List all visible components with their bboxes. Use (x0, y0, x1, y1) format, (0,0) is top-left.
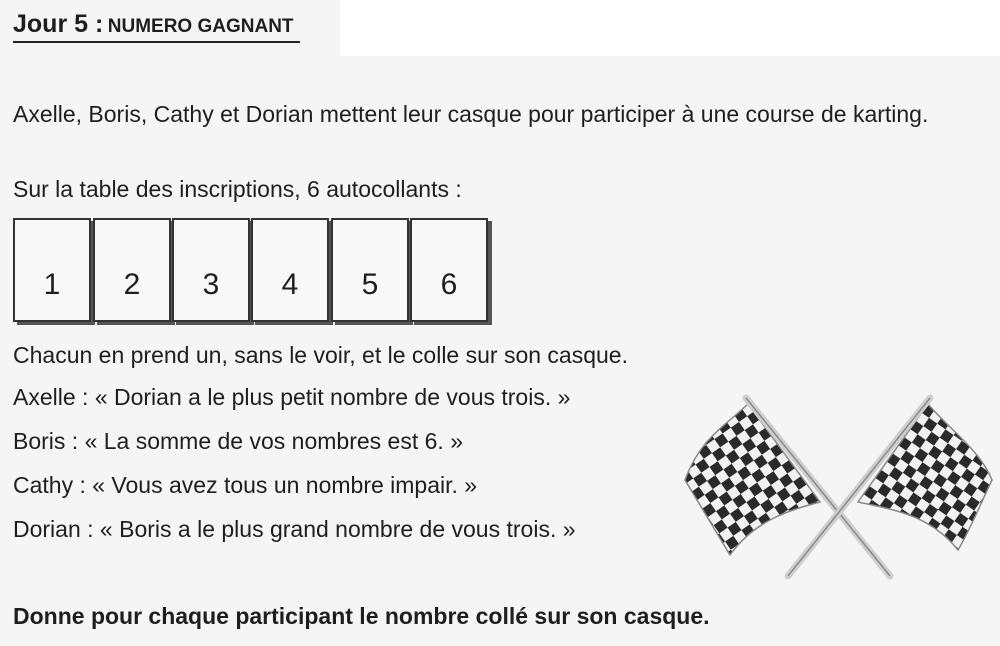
statement-cathy: Cathy : « Vous avez tous un nombre impair. » (13, 472, 478, 498)
sticker-1: 1 (13, 218, 91, 322)
sticker-4: 4 (251, 218, 329, 322)
stickers-intro: Sur la table des inscriptions, 6 autocollants : (13, 176, 462, 202)
intro-paragraph: Axelle, Boris, Cathy et Dorian mettent leur casque pour participer à une course de karting. (13, 101, 929, 127)
title-subtitle: NUMERO GAGNANT (107, 16, 294, 37)
checkered-flags-icon (680, 390, 1000, 590)
question-text: Donne pour chaque participant le nombre collé sur son casque. (13, 603, 710, 629)
statement-axelle: Axelle : « Dorian a le plus petit nombre de vous trois. » (13, 384, 571, 410)
sticker-2: 2 (93, 218, 171, 322)
statement-dorian: Dorian : « Boris a le plus grand nombre de vous trois. » (13, 516, 576, 542)
instruction-text: Chacun en prend un, sans le voir, et le colle sur son casque. (13, 342, 628, 368)
statement-boris: Boris : « La somme de vos nombres est 6. » (13, 428, 463, 454)
sticker-3: 3 (172, 218, 250, 322)
header-blank-area (340, 0, 1000, 56)
sticker-5: 5 (331, 218, 409, 322)
page-title (13, 10, 300, 43)
title-day: Jour 5 : (13, 10, 104, 38)
sticker-6: 6 (410, 218, 488, 322)
